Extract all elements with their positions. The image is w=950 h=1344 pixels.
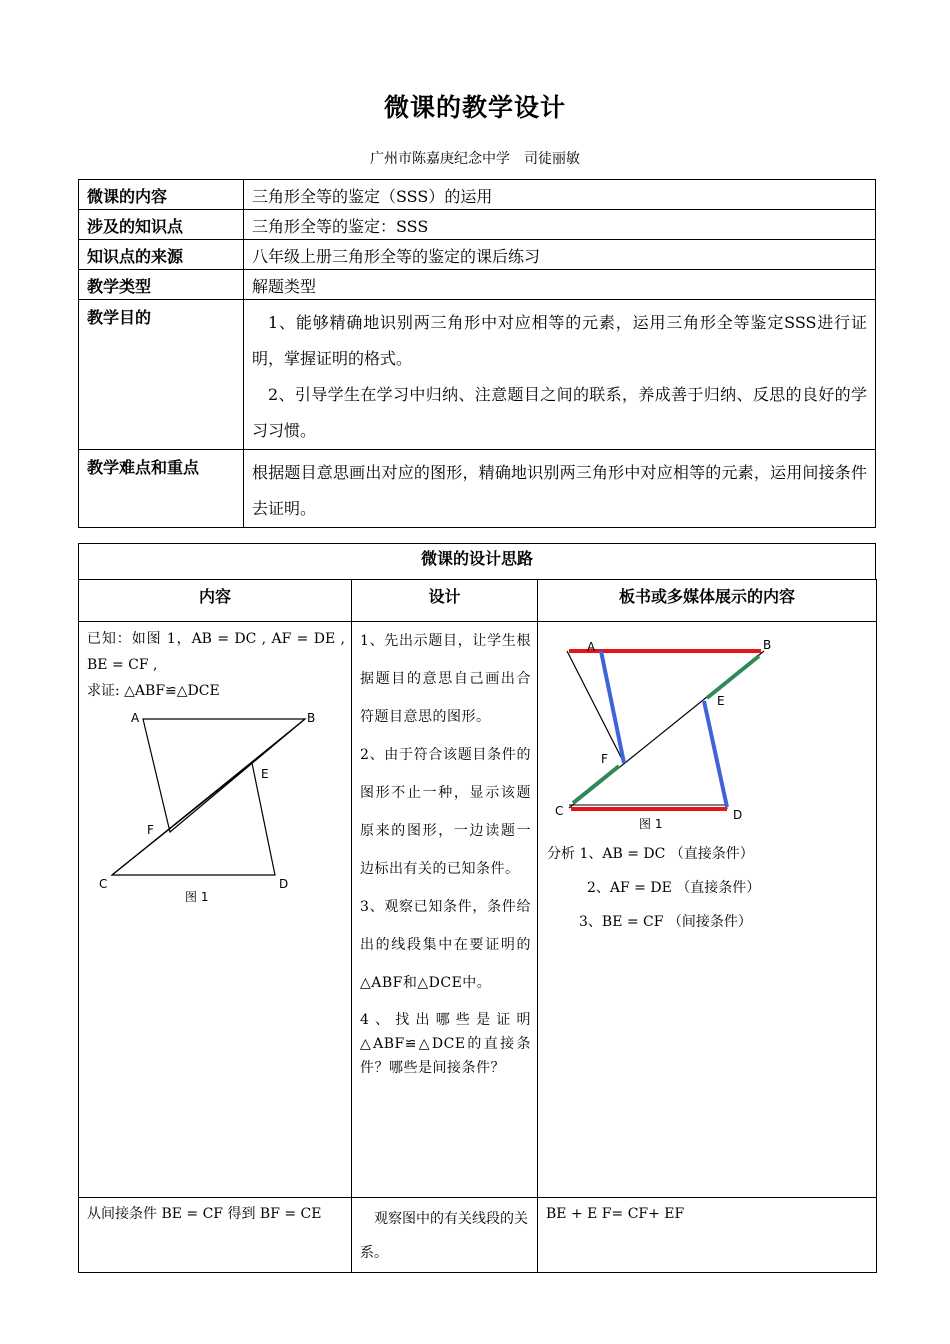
goal-paragraph: 1、能够精确地识别两三角形中对应相等的元素，运用三角形全等鉴定SSS进行证明，掌握证明的格式。 — [252, 313, 867, 368]
design-table — [78, 579, 877, 1273]
column-header: 板书或多媒体展示的内容 — [538, 580, 877, 622]
design-step: 2、由于符合该题目条件的图形不止一种，显示该题原来的图形，一边读题一边标出有关的已知条件。 — [360, 747, 531, 877]
design-step: 4、找出哪些是证明△ABF≌△DCE的直接条件？哪些是间接条件？ — [360, 1012, 531, 1076]
point-label-f: F — [147, 823, 154, 837]
problem-cell — [79, 622, 352, 1198]
bottom-row — [79, 1198, 877, 1273]
column-header-row — [79, 580, 877, 622]
info-value — [244, 300, 876, 450]
point-label-e: E — [717, 694, 725, 708]
info-value: 三角形全等的鉴定：SSS — [244, 210, 876, 240]
point-label-a: A — [587, 640, 596, 654]
info-table — [78, 179, 876, 528]
info-row — [79, 300, 876, 450]
info-label: 知识点的来源 — [79, 240, 244, 270]
triangle-dce — [112, 763, 275, 875]
author-line: 广州市陈嘉庚纪念中学 司徒丽敏 — [370, 151, 580, 167]
info-value: 根据题目意思画出对应的图形，精确地识别两三角形中对应相等的元素，运用间接条件去证明。 — [244, 450, 876, 528]
segment-af-highlight — [601, 651, 624, 763]
problem-prove: 求证: △ABF≌△DCE — [87, 683, 220, 699]
info-label: 微课的内容 — [79, 180, 244, 210]
analysis-line: 2、AF = DE （直接条件） — [587, 880, 761, 896]
point-label-e: E — [261, 767, 269, 781]
design-steps-cell — [352, 622, 538, 1198]
column-header: 设计 — [352, 580, 538, 622]
point-label-c: C — [555, 804, 564, 818]
point-label-d: D — [733, 808, 743, 822]
info-row — [79, 270, 876, 300]
info-value: 三角形全等的鉴定（SSS）的运用 — [244, 180, 876, 210]
point-label-d: D — [279, 877, 289, 891]
column-header: 内容 — [79, 580, 352, 622]
page-title: 微课的教学设计 — [383, 93, 566, 122]
segment-cb — [112, 719, 305, 875]
point-label-b: B — [307, 711, 316, 725]
info-label: 教学难点和重点 — [79, 450, 244, 528]
design-step: 3、观察已知条件，条件给出的线段集中在要证明的△ABF和△DCE中。 — [360, 899, 531, 991]
figure-caption: 图 1 — [185, 890, 209, 904]
point-label-b: B — [763, 638, 772, 652]
info-row — [79, 450, 876, 528]
problem-figure — [87, 704, 337, 914]
info-row — [79, 240, 876, 270]
info-row — [79, 210, 876, 240]
problem-given: 已知：如图 1，AB = DC , AF = DE , BE = CF , — [87, 631, 345, 673]
info-value: 解题类型 — [244, 270, 876, 300]
analysis-line: 分析 1、AB = DC （直接条件） — [547, 846, 754, 862]
bottom-content: 从间接条件 BE = CF 得到 BF = CE — [79, 1198, 352, 1273]
design-step: 1、先出示题目，让学生根据题目的意思自己画出合符题目意思的图形。 — [360, 633, 531, 725]
info-value: 八年级上册三角形全等的鉴定的课后练习 — [244, 240, 876, 270]
point-label-a: A — [131, 711, 140, 725]
segment-be-highlight — [707, 656, 759, 698]
segment-cf-highlight — [573, 766, 619, 803]
goal-paragraph: 2、引导学生在学习中归纳、注意题目之间的联系，养成善于归纳、反思的良好的学习习惯。 — [252, 385, 867, 440]
info-row — [79, 180, 876, 210]
triangle-abf — [143, 719, 305, 832]
board-cell — [538, 622, 877, 1198]
info-label: 教学类型 — [79, 270, 244, 300]
info-label: 教学目的 — [79, 300, 244, 450]
analysis-line: 3、BE = CF （间接条件） — [579, 914, 752, 930]
bottom-design: 观察图中的有关线段的关系。 — [352, 1198, 538, 1273]
figure-caption: 图 1 — [639, 817, 663, 831]
board-figure — [539, 623, 876, 833]
point-label-c: C — [99, 877, 108, 891]
segment-af-base — [567, 651, 624, 763]
design-section-title: 微课的设计思路 — [78, 543, 876, 580]
segment-de-highlight — [704, 701, 727, 807]
main-row — [79, 622, 877, 1198]
info-label: 涉及的知识点 — [79, 210, 244, 240]
point-label-f: F — [601, 752, 608, 766]
bottom-board: BE + E F= CF+ EF — [538, 1198, 877, 1273]
